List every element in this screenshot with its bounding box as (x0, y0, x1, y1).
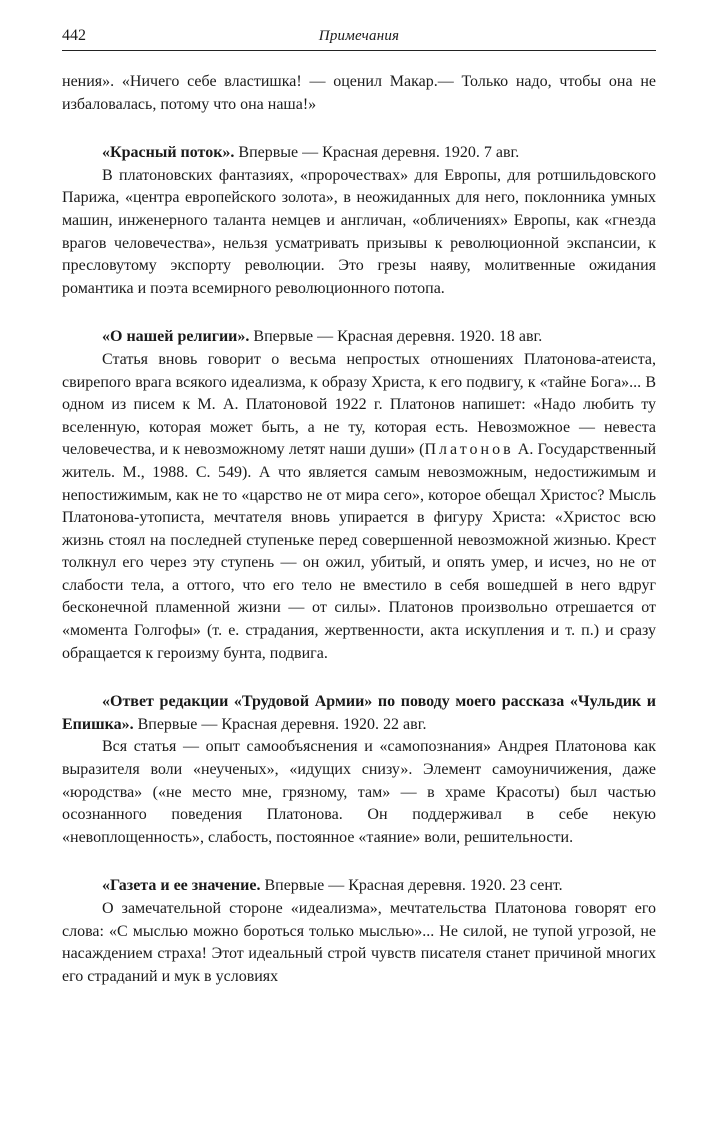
entry-title: «Красный поток». (102, 144, 235, 162)
section-gap (62, 300, 656, 326)
entry-paragraph: Вся статья — опыт самообъяснения и «самопознания» Андрея Платонова как выразителя воли «неученых», «идущих снизу». Элемент самоуничижения, даже «юродства» («не место мне, грязному, там» — в храме Красоты) был частью осознанного поведения Платонова. Он поддерживал в себе некую «невоплощенность», слабость, постоянное «таяние» воли, решительности. (62, 738, 656, 846)
paragraph-part: А. Государственный житель. М., 1988. С. 549). А что является самым невозможным, недостижимым и непостижимым, как не то «царство не от мира сего», которое обещал Христос? Мысль Платонова-утописта, мечтателя вновь упирается в фигуру Христа: «Христос всю жизнь стоял на последней ступеньке перед совершенной невозможной жизнью. Крест толкнул его через эту ступень — он ожил, убитый, и опять умер, и исчез, но не от слабости тела, а оттого, что его тело не вместило в себя вошедшей в него вдруг бесконечной пламенной жизни — от силы». Платонов произвольно отрешается от «момента Голгофы» (т. е. страдания, жертвенности, акта искупления и т. п.) и сразу обращается к героизму бунта, подвига. (62, 441, 657, 662)
continuation-paragraph: нения». «Ничего себе властишка! — оценил Макар.— Только надо, чтобы она не избаловалась, потому что она наша!» (62, 73, 656, 113)
cited-author: Платонов (424, 441, 514, 459)
page-number: 442 (62, 27, 86, 44)
section-gap (62, 849, 656, 875)
entry-heading (62, 326, 656, 349)
entry-publication-info: Впервые — Красная деревня. 1920. 18 авг. (249, 328, 543, 346)
book-page (62, 24, 656, 988)
body-text (62, 71, 656, 988)
entry-title: «О нашей религии». (102, 328, 250, 346)
section-gap (62, 116, 656, 142)
running-header (62, 24, 656, 51)
entry-title: «Газета и ее значение. (102, 877, 261, 895)
entry-paragraph: В платоновских фантазиях, «пророчествах» для Европы, для ротшильдовского Парижа, «центра европейского золота», в неожиданных для него, поклонника умных машин, инженерного таланта немцев и англичан, «обличениях» Европы, как «гнезда врагов человечества», нельзя усматривать призывы к революционной экспансии, к пресловутому экспорту революции. Это грезы наяву, молитвенные ожидания романтика и поэта всемирного революционного потопа. (62, 166, 656, 297)
entry-publication-info: Впервые — Красная деревня. 1920. 22 авг. (133, 715, 427, 733)
entry-paragraph: О замечательной стороне «идеализма», мечтательства Платонова говорят его слова: «С мыслью можно бороться только мыслью»... Не силой, не тупой угрозой, не насаждением страха! Этот идеальный строй чувств писателя станет причиной многих его страданий и мук в условиях (62, 900, 656, 985)
entry-paragraph (62, 349, 656, 665)
entry-title: «Ответ редакции «Трудовой Армии» по поводу моего рассказа «Чульдик и Епишка». (62, 693, 656, 733)
entry-heading (62, 142, 656, 165)
paragraph-part: Статья вновь говорит о весьма непростых отношениях Платонова-атеиста, свирепого врага всякого идеализма, к образу Христа, к его подвигу, к «тайне Бога»... В одном из писем к М. А. Платоновой 1922 г. Платонов напишет: «Надо любить ту вселенную, которая может быть, а не ту, которая есть. Невозможное — невеста человечества, и к невозможному летят наши души» ( (62, 350, 656, 459)
section-gap (62, 665, 656, 691)
entry-heading (62, 691, 656, 736)
entry-publication-info: Впервые — Красная деревня. 1920. 23 сент. (260, 877, 563, 895)
entry-heading (62, 875, 656, 898)
entry-publication-info: Впервые — Красная деревня. 1920. 7 авг. (234, 144, 520, 162)
running-title: Примечания (318, 28, 400, 44)
